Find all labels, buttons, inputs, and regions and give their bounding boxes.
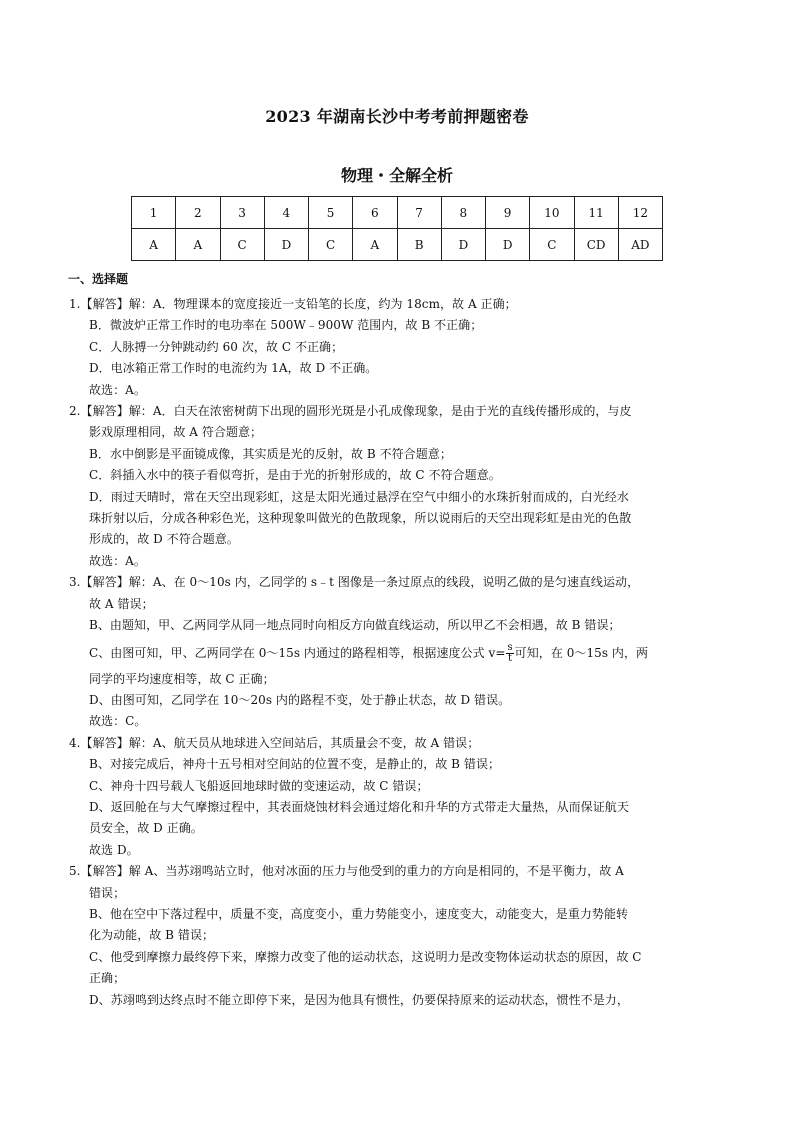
answer-cell: C: [530, 229, 574, 261]
page-title: 2023 年湖南长沙中考考前押题密卷: [265, 107, 529, 126]
solution-line: 故 A 错误；: [89, 596, 154, 611]
section-heading: 一、选择题: [68, 272, 129, 286]
answer-cell: D: [486, 229, 530, 261]
formula-line-before: C、由图可知，甲、乙两同学在 0～15s 内通过的路程相等，根据速度公式 v=: [89, 645, 506, 660]
solution-line: 形成的，故 D 不符合题意。: [89, 532, 239, 547]
solution-line: C．人脉搏一分钟跳动约 60 次，故 C 不正确；: [89, 339, 344, 354]
question-number-cell: 4: [264, 197, 308, 229]
question-number-cell: 2: [176, 197, 220, 229]
fraction-numerator: s: [507, 641, 513, 653]
fraction-denominator: t: [508, 652, 513, 664]
solution-line: 5.【解答】解 A、当苏翊鸣站立时，他对冰面的压力与他受到的重力的方向是相同的，不是平衡力，故 A: [69, 864, 624, 879]
answer-table: [131, 196, 663, 261]
solutions-body: [69, 294, 731, 1011]
solution-line: 1.【解答】解：A．物理课本的宽度接近一支铅笔的长度，约为 18cm，故 A 正确；: [69, 297, 517, 311]
question-2-solution: [69, 401, 731, 572]
solution-line: C、神舟十四号载人飞船返回地球时做的变速运动，故 C 错误；: [89, 778, 429, 793]
question-number-cell: 6: [353, 197, 397, 229]
solution-line: 故选：A。: [89, 382, 146, 397]
solution-line: C．斜插入水中的筷子看似弯折，是由于光的折射形成的，故 C 不符合题意。: [89, 468, 501, 483]
solution-line: 故选：C。: [89, 714, 147, 729]
solution-line: 2.【解答】解：A．白天在浓密树荫下出现的圆形光斑是小孔成像现象，是由于光的直线传播形成的，与皮: [69, 404, 632, 419]
solution-line: 影戏原理相同，故 A 符合题意；: [89, 425, 263, 440]
solution-line: 珠折射以后，分成各种彩色光，这种现象叫做光的色散现象，所以说雨后的天空出现彩虹是由光的色散: [89, 511, 632, 526]
question-number-cell: 5: [309, 197, 353, 229]
velocity-fraction: [506, 643, 513, 664]
solution-line: D、苏翊鸣到达终点时不能立即停下来，是因为他具有惯性，仍要保持原来的运动状态，惯性不是力，: [89, 992, 629, 1007]
solution-line: C、他受到摩擦力最终停下来，摩擦力改变了他的运动状态，这说明力是改变物体运动状态的原因，故 C: [89, 949, 642, 964]
answer-cell: B: [397, 229, 441, 261]
formula-line-after: 可知，在 0～15s 内，两: [514, 645, 649, 660]
page-subtitle: 物理・全解全析: [340, 166, 453, 185]
answer-cell: A: [353, 229, 397, 261]
solution-line: 3.【解答】解：A、在 0～10s 内，乙同学的 s﹣t 图像是一条过原点的线段，说明乙做的是匀速直线运动，: [69, 575, 640, 590]
question-5-solution: [69, 861, 731, 1011]
answer-table-answer-row: [132, 229, 663, 261]
solution-line: B、对接完成后，神舟十五号相对空间站的位置不变，是静止的，故 B 错误；: [89, 757, 501, 772]
solution-line: D．雨过天晴时，常在天空出现彩虹，这是太阳光通过悬浮在空气中细小的水珠折射而成的，白光经水: [89, 489, 629, 504]
solution-line: B、他在空中下落过程中，质量不变，高度变小，重力势能变小，速度变大，动能变大，是重力势能转: [89, 906, 629, 921]
solution-line: 同学的平均速度相等，故 C 正确；: [89, 671, 275, 686]
solution-line: 故选 D。: [89, 842, 139, 857]
solution-line: D、返回舱在与大气摩擦过程中，其表面烧蚀材料会通过熔化和升华的方式带走大量热，从而保证航天: [89, 799, 629, 814]
answer-table-number-row: [132, 197, 663, 229]
solution-line: D、由图可知，乙同学在 10～20s 内的路程不变，处于静止状态，故 D 错误。: [89, 692, 511, 707]
question-number-cell: 3: [220, 197, 264, 229]
question-4-solution: [69, 733, 731, 861]
answer-cell: A: [176, 229, 220, 261]
solution-line: D．电冰箱正常工作时的电流约为 1A，故 D 不正确。: [89, 361, 378, 376]
question-number-cell: 12: [618, 197, 662, 229]
answer-cell: A: [132, 229, 176, 261]
solution-formula-line: [69, 637, 731, 669]
answer-cell: D: [441, 229, 485, 261]
solution-line: B．微波炉正常工作时的电功率在 500W﹣900W 范围内，故 B 不正确；: [89, 318, 483, 333]
solution-line: 故选：A。: [89, 553, 146, 568]
solution-line: B、由题知，甲、乙两同学从同一地点同时向相反方向做直线运动，所以甲乙不会相遇，故 B 错误；: [89, 618, 621, 633]
question-number-cell: 1: [132, 197, 176, 229]
question-3-solution: [69, 572, 731, 732]
answer-cell: CD: [574, 229, 618, 261]
answer-cell: D: [264, 229, 308, 261]
question-number-cell: 10: [530, 197, 574, 229]
question-1-solution: [69, 294, 731, 401]
answer-cell: AD: [618, 229, 662, 261]
question-number-cell: 7: [397, 197, 441, 229]
question-number-cell: 8: [441, 197, 485, 229]
answer-cell: C: [309, 229, 353, 261]
question-number-cell: 9: [486, 197, 530, 229]
question-number-cell: 11: [574, 197, 618, 229]
solution-line: 正确；: [89, 971, 126, 986]
solution-line: 化为动能，故 B 错误；: [89, 928, 215, 943]
solution-line: 错误；: [89, 885, 126, 900]
solution-line: 4.【解答】解：A、航天员从地球进入空间站后，其质量会不变，故 A 错误；: [69, 735, 480, 750]
solution-line: 员安全，故 D 正确。: [89, 821, 203, 836]
answer-cell: C: [220, 229, 264, 261]
solution-line: B．水中倒影是平面镜成像，其实质是光的反射，故 B 不符合题意；: [89, 446, 452, 461]
